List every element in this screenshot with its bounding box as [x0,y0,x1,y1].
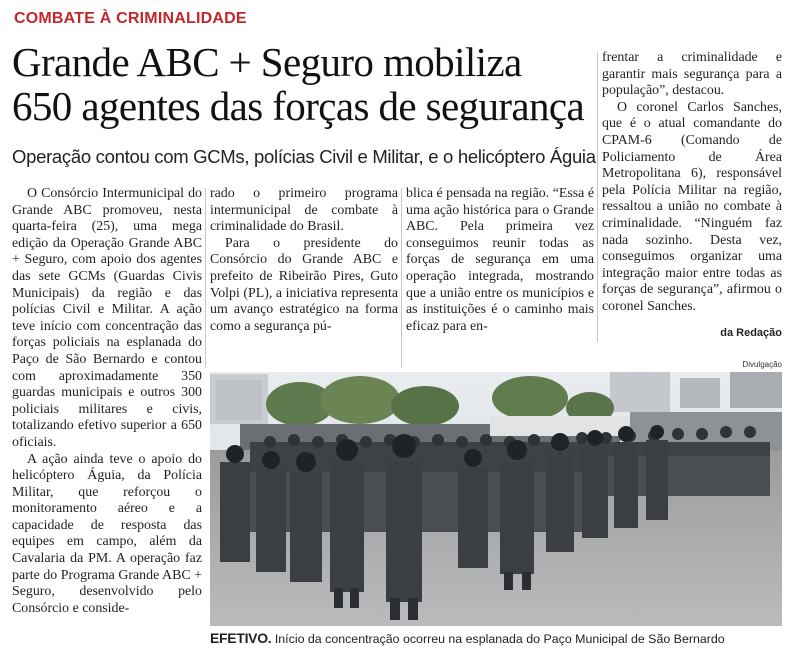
article-column-3 [406,186,594,335]
headline-line-1: Grande ABC + Seguro mobiliza [12,39,522,85]
article-column-2 [210,186,398,335]
article-column-4 [602,50,782,316]
photo-illustration [210,372,782,626]
paragraph: frentar a criminalidade e garantir mais segurança para a população”, destacou. [602,50,782,99]
subheadline: Operação contou com GCMs, polícias Civil e Militar, e o helicóptero Águia [12,146,596,167]
paragraph: O coronel Carlos Sanches, que é o atual comandante do CPAM-6 (Comando de Policiamento de Área Metropolitana 6), responsável pela Polícia Militar na região, ressaltou a união no combate à criminalidade. “Ninguém faz nada sozinho. Desta vez, conseguimos organizar uma integração maior entre todas as forças de segurança”, afirmou o coronel Sanches. [602,99,782,314]
headline-line-2: 650 agentes das forças de segurança [12,83,585,129]
photo-credit: Divulgação [742,360,782,369]
caption-tag: EFETIVO. [210,630,272,646]
column-divider [205,188,206,368]
column-divider [597,52,598,342]
byline: da Redação [720,327,782,339]
paragraph: rado o primeiro programa intermunicipal de combate à criminalidade do Brasil. [210,186,398,235]
column-divider [401,188,402,368]
paragraph: blica é pensada na região. “Essa é uma ação histórica para o Grande ABC. Pela primeira vez conseguimos reunir todas as forças de segurança em uma operação integrada, mostrando que a união entre os municípios e as instituições é o caminho mais eficaz para en- [406,186,594,334]
paragraph: O Consórcio Intermunicipal do Grande ABC promoveu, nesta quarta-feira (25), uma mega edição da Operação Grande ABC + Seguro, com apoio dos agentes das sete GCMs (Guardas Civis Municipais) da região e das polícias Civil e Militar. A ação teve início com concentração das forças policiais na esplanada do Paço de São Bernardo e contou com aproximadamente 350 guardas municipais e outros 300 policiais militares e civis, totalizando efetivo superior a 650 oficiais. [12,186,202,450]
article-photo [210,372,782,626]
headline [12,40,594,128]
caption-text: Início da concentração ocorreu na esplanada do Paço Municipal de São Bernardo [274,632,725,646]
section-kicker: COMBATE À CRIMINALIDADE [14,10,247,27]
paragraph: Para o presidente do Consórcio do Grande ABC e prefeito de Ribeirão Pires, Guto Volpi (PL), a iniciativa representa um avanço estratégico na forma como a segurança pú- [210,235,398,334]
photo-caption [210,630,782,646]
article-column-1 [12,186,202,617]
paragraph: A ação ainda teve o apoio do helicóptero Águia, da Polícia Militar, que reforçou o monitoramento aéreo e a capacidade de resposta das equipes em campo, além da Cavalaria da PM. A operação faz parte do Programa Grande ABC + Seguro, desenvolvido pelo Consórcio e conside- [12,451,202,616]
